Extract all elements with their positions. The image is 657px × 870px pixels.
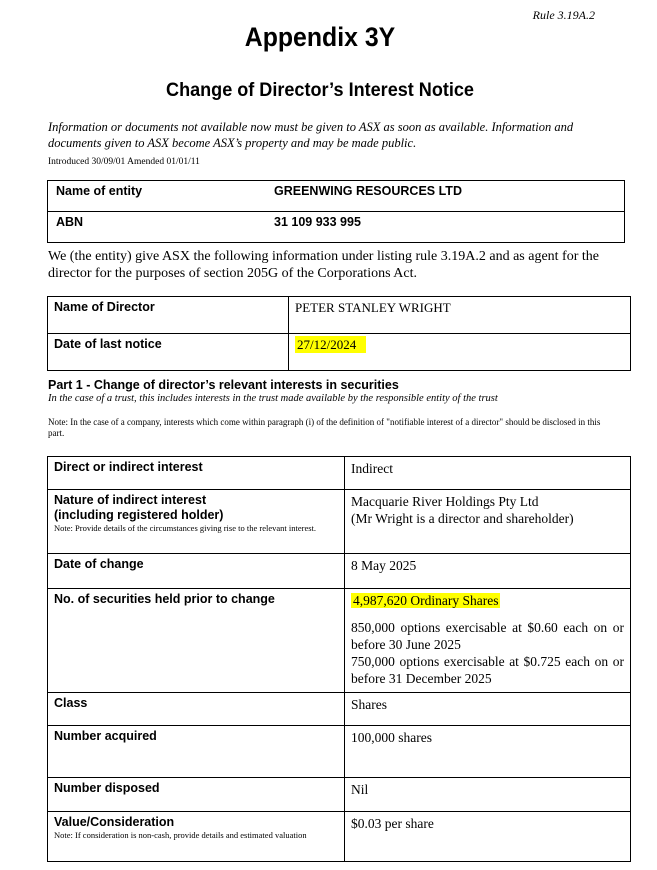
entity-name-value: GREENWING RESOURCES LTD xyxy=(264,181,625,212)
disposed-value: Nil xyxy=(345,778,631,812)
held-label: No. of securities held prior to change xyxy=(48,589,345,693)
held-value-cell xyxy=(345,589,631,693)
entity-name-row xyxy=(48,181,625,212)
rule-reference: Rule 3.19A.2 xyxy=(532,8,595,22)
disposed-label: Number disposed xyxy=(48,778,345,812)
nature-label: Nature of indirect interest xyxy=(54,493,207,507)
abn-row xyxy=(48,212,625,243)
intro-text: Information or documents not available now must be given to ASX as soon as available. Information and documents given to ASX become ASX’s property and may be made public. xyxy=(48,120,574,150)
last-notice-row xyxy=(48,334,631,371)
entity-statement: We (the entity) give ASX the following information under listing rule 3.19A.2 and as agent for the director for the purposes of section 205G of the Corporations Act. xyxy=(48,249,599,281)
table-row xyxy=(48,778,631,812)
entity-name-label: Name of entity xyxy=(48,181,265,212)
table-row xyxy=(48,812,631,862)
page-subtitle: Change of Director’s Interest Notice xyxy=(166,80,474,101)
date-change-value: 8 May 2025 xyxy=(345,554,631,589)
interest-table xyxy=(47,456,631,862)
acquired-label: Number acquired xyxy=(48,726,345,778)
part1-note: Note: In the case of a company, interests which come within paragraph (i) of the definition of "notifiable interest of a director" should be disclosed in this part. xyxy=(48,417,601,438)
value-label: Value/Consideration xyxy=(54,815,175,829)
value-note: Note: If consideration is non-cash, provide details and estimated valuation xyxy=(54,830,307,840)
director-table xyxy=(47,296,631,371)
table-row xyxy=(48,554,631,589)
nature-label-cell xyxy=(48,490,345,554)
director-name-value: PETER STANLEY WRIGHT xyxy=(289,297,631,334)
direct-value: Indirect xyxy=(345,457,631,490)
class-value: Shares xyxy=(345,693,631,726)
abn-label: ABN xyxy=(48,212,265,243)
last-notice-label: Date of last notice xyxy=(48,334,289,371)
table-row xyxy=(48,693,631,726)
director-name-row xyxy=(48,297,631,334)
introduced-date: Introduced 30/09/01 Amended 01/01/11 xyxy=(48,157,200,167)
page-title: Appendix 3Y xyxy=(244,22,396,52)
table-row xyxy=(48,589,631,693)
part1-heading: Part 1 - Change of director’s relevant interests in securities xyxy=(48,378,399,392)
nature-value: Macquarie River Holdings Pty Ltd xyxy=(351,494,539,509)
director-name-label: Name of Director xyxy=(48,297,289,334)
nature-note: Note: Provide details of the circumstances giving rise to the relevant interest. xyxy=(54,523,317,533)
table-row xyxy=(48,490,631,554)
nature-value-cell xyxy=(345,490,631,554)
date-change-label: Date of change xyxy=(48,554,345,589)
class-label: Class xyxy=(48,693,345,726)
table-row xyxy=(48,726,631,778)
held-options-2: 750,000 options exercisable at $0.725 each on or before 31 December 2025 xyxy=(351,654,624,686)
direct-label: Direct or indirect interest xyxy=(48,457,345,490)
acquired-value: 100,000 shares xyxy=(345,726,631,778)
held-shares: 4,987,620 Ordinary Shares xyxy=(353,593,499,608)
abn-value: 31 109 933 995 xyxy=(264,212,625,243)
held-options-1: 850,000 options exercisable at $0.60 each on or before 30 June 2025 xyxy=(351,620,624,652)
value-value: $0.03 per share xyxy=(345,812,631,862)
table-row xyxy=(48,457,631,490)
last-notice-value: 27/12/2024 xyxy=(295,336,366,353)
part1-subheading: In the case of a trust, this includes interests in the trust made available by the responsible entity of the trust xyxy=(48,393,498,404)
nature-label-sub: (including registered holder) xyxy=(54,508,224,522)
last-notice-cell xyxy=(289,334,631,371)
entity-table xyxy=(47,180,625,243)
nature-value-sub: (Mr Wright is a director and shareholder) xyxy=(351,511,574,526)
value-label-cell xyxy=(48,812,345,862)
